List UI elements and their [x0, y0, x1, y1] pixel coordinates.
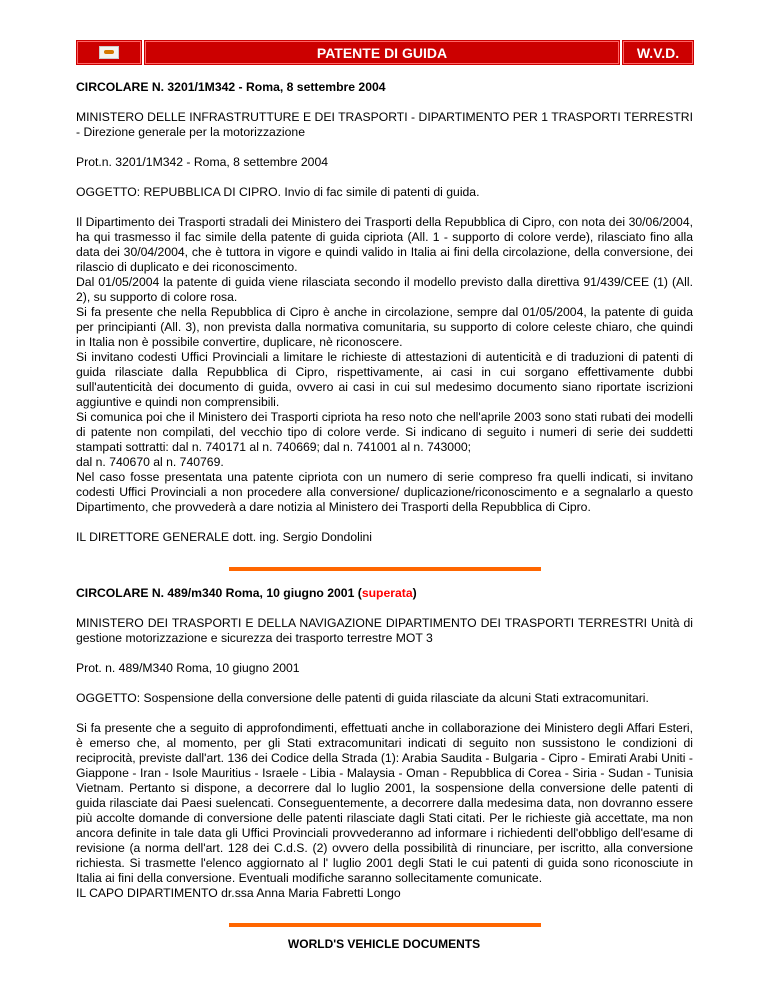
circular-1-prot: Prot.n. 3201/1M342 - Roma, 8 settembre 2004 [76, 155, 329, 169]
header-title: PATENTE DI GUIDA [144, 40, 620, 65]
circular-2-ministry: MINISTERO DEI TRASPORTI E DELLA NAVIGAZIONE DIPARTIMENTO DEI TRASPORTI TERRESTRI Unità di gestione motorizzazione e sicurezza dei trasporto terrestre MOT 3 [76, 616, 693, 645]
document-body [76, 80, 693, 942]
circular-1-signature: IL DIRETTORE GENERALE dott. ing. Sergio Dondolini [76, 530, 373, 544]
page-header [76, 40, 694, 65]
body-line: Nel caso fosse presentata una patente cipriota con un numero di serie compreso fra quelli indicati, si invitano codesti Uffici Provinciali a non procedere alla conversione/ duplicazione/riconoscimento e a segnalarlo a questo Dipartimento, che provvederà a dare notizia al Ministero dei Trasporti della Repubblica di Cipro. [76, 470, 693, 514]
body-line: Si fa presente che nella Repubblica di Cipro è anche in circolazione, sempre dal 01/05/2004, la patente di guida per principianti (All. 3), non prevista dalla normativa comunitaria, su supporto di colore celeste chiaro, che quindi in Italia non è possibile convertire, duplicare, nè riconoscere. [76, 305, 693, 349]
separator [229, 567, 541, 571]
circular-1-ministry: MINISTERO DELLE INFRASTRUTTURE E DEI TRASPORTI - DIPARTIMENTO PER 1 TRASPORTI TERRESTRI - Direzione generale per la motorizzazione [76, 110, 693, 139]
status-superata: superata [361, 586, 413, 600]
body-line: Il Dipartimento dei Trasporti stradali dei Ministero dei Trasporti della Repubblica di Cipro, con nota dei 30/06/2004, ha qui trasmesso il fac simile della patente di guida cipriota (All. 1 - supporto di colore verde), rilasciato fino alla data dei 30/04/2004, che è tuttora in vigore e quindi valido in Italia ai fini della circolazione, della conversione, dei rilascio di duplicato e dei riconoscimento. [76, 215, 693, 274]
body-line: Si comunica poi che il Ministero dei Trasporti cipriota ha reso noto che nell'aprile 2003 sono stati rubati dei modelli di patente non compilati, del vecchio tipo di colore verde. Si indicano di seguito i numeri di serie dei suddetti stampati sottratti: dal n. 740171 al n. 740669; dal n. 741001 al n. 743000; [76, 410, 693, 454]
circular-1-title: CIRCOLARE N. 3201/1M342 - Roma, 8 settembre 2004 [76, 80, 386, 94]
circular-2-body: Si fa presente che a seguito di approfondimenti, effettuati anche in collaborazione dei Ministero degli Affari Esteri, è emerso che, al momento, per gli Stati extracomunitari indicati di seguito non sussistono le condizioni di reciprocità, previste dall'art. 136 dei Codice della Strada (1): Arabia Saudita - Bulgaria - Cipro - Emirati Arabi Uniti - Giappone - Iran - Isole Mauritius - Israele - Libia - Malaysia - Oman - Repubblica di Corea - Siria - Sudan - Tunisia Vietnam. Pertanto si dispone, a decorrere dal lo luglio 2001, la sospensione della conversione delle patenti di guida rilasciate dai Paesi suelencati. Conseguentemente, a decorrere dalla medesima data, non dovranno essere più accolte domande di conversione delle patenti rilasciate dagli Stati citati. Per le richieste già accettate, ma non ancora definite in tale data gli Uffici Provinciali provvederanno ad informare i richiedenti dell'obbligo dell'esame di revisione (a norma dell'art. 128 dei C.d.S. (2) ovvero della possibilità di rinunciare, per iscritto, alla conversione richiesta. Si trasmette l'elenco aggiornato al l' luglio 2001 degli Stati le cui patenti di guida sono riconosciute in Italia ai fini della conversione. Eventuali modifiche saranno sollecitamente comunicate. [76, 721, 693, 885]
circular-1-body [76, 215, 693, 515]
header-code: W.V.D. [622, 40, 694, 65]
circular-1-subject: OGGETTO: REPUBBLICA DI CIPRO. Invio di fac simile di patenti di guida. [76, 185, 480, 199]
body-line: Dal 01/05/2004 la patente di guida viene rilasciata secondo il modello previsto dalla direttiva 91/439/CEE (1) (All. 2), su supporto di colore rosa. [76, 275, 693, 304]
flag-cell [76, 40, 142, 65]
circular-2-subject: OGGETTO: Sospensione della conversione delle patenti di guida rilasciate da alcuni Stati extracomunitari. [76, 691, 649, 705]
cyprus-flag-icon [99, 46, 119, 59]
footer: WORLD'S VEHICLE DOCUMENTS [287, 937, 481, 951]
circular-2-signature: IL CAPO DIPARTIMENTO dr.ssa Anna Maria Fabretti Longo [76, 886, 401, 900]
body-line: Si invitano codesti Uffici Provinciali a limitare le richieste di attestazioni di autenticità e di traduzioni di patenti di guida rilasciate dalla Repubblica di Cipro, rispettivamente, ai casi in cui sorgano effettivamente dubbi sull'autenticità dei documento di guida, ovvero ai casi in cui sul medesimo documento siano riportate iscrizioni aggiuntive e quindi non comprensibili. [76, 350, 693, 409]
circular-2-title: CIRCOLARE N. 489/m340 Roma, 10 giugno 2001 (superata) [76, 586, 417, 600]
body-line: dal n. 740670 al n. 740769. [76, 455, 224, 469]
circular-2-prot: Prot. n. 489/M340 Roma, 10 giugno 2001 [76, 661, 300, 675]
separator [229, 923, 541, 927]
